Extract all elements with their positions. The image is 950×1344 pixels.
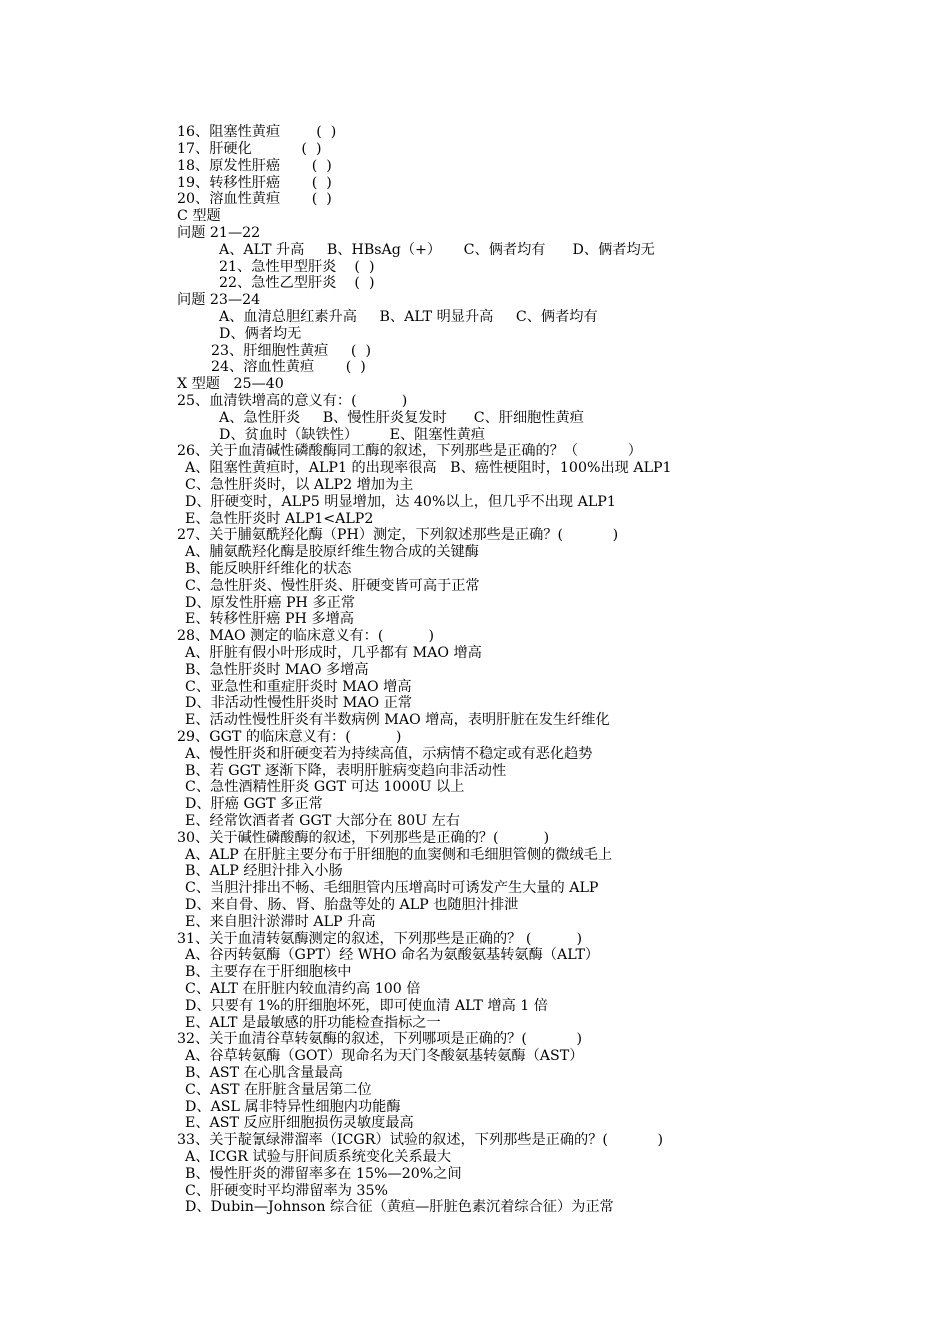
option-line: B、急性肝炎时 MAO 多增高 bbox=[185, 662, 369, 678]
option-line: B、慢性肝炎的滞留率多在 15%—20%之间 bbox=[185, 1166, 462, 1182]
option-line: A、谷草转氨酶（GOT）现命名为天门冬酸氨基转氨酶（AST） bbox=[185, 1048, 584, 1064]
question-30: 30、关于碱性磷酸酶的叙述，下列那些是正确的？( ) bbox=[177, 830, 550, 846]
question-24: 24、溶血性黄疸 ( ) bbox=[211, 359, 366, 375]
option-line: A、ALP 在肝脏主要分布于肝细胞的血窦侧和毛细胆管侧的微绒毛上 bbox=[185, 847, 613, 863]
option-line: B、若 GGT 逐渐下降，表明肝脏病变趋向非活动性 bbox=[185, 763, 507, 779]
option-line: E、经常饮酒者者 GGT 大部分在 80U 左右 bbox=[185, 813, 460, 829]
question-29: 29、GGT 的临床意义有：( ) bbox=[177, 729, 402, 745]
option-line: E、急性肝炎时 ALP1<ALP2 bbox=[185, 511, 374, 527]
question-18: 18、原发性肝癌 ( ) bbox=[177, 158, 332, 174]
option-line: E、AST 反应肝细胞损伤灵敏度最高 bbox=[185, 1115, 414, 1131]
question-26: 26、关于血清碱性磷酸酶同工酶的叙述，下列那些是正确的？（ ） bbox=[177, 443, 642, 459]
option-line: A、脯氨酰羟化酶是胶原纤维生物合成的关键酶 bbox=[185, 544, 479, 560]
option-line: D、只要有 1%的肝细胞坏死，即可使血清 ALT 增高 1 倍 bbox=[185, 998, 548, 1014]
option-line: D、Dubin—Johnson 综合征（黄疸—肝脏色素沉着综合征）为正常 bbox=[185, 1199, 614, 1215]
question-31: 31、关于血清转氨酶测定的叙述，下列那些是正确的？ ( ) bbox=[177, 931, 583, 947]
option-line: D、原发性肝癌 PH 多正常 bbox=[185, 595, 356, 611]
option-line: A、慢性肝炎和肝硬变若为持续高值，示病情不稳定或有恶化趋势 bbox=[185, 746, 593, 762]
option-line: C、肝硬变时平均滞留率为 35% bbox=[185, 1183, 388, 1199]
option-line: A、血清总胆红素升高 B、ALT 明显升高 C、俩者均有 bbox=[219, 309, 598, 325]
question-27: 27、关于脯氨酰羟化酶（PH）测定，下列叙述那些是正确？( ) bbox=[177, 527, 619, 543]
option-line: A、ALT 升高 B、HBsAg（+） C、俩者均有 D、俩者均无 bbox=[219, 242, 655, 258]
option-line: B、ALP 经胆汁排入小肠 bbox=[185, 863, 343, 879]
option-line: E、活动性慢性肝炎有半数病例 MAO 增高，表明肝脏在发生纤维化 bbox=[185, 712, 610, 728]
question-19: 19、转移性肝癌 ( ) bbox=[177, 175, 332, 191]
option-line: C、AST 在肝脏含量居第二位 bbox=[185, 1082, 372, 1098]
option-line: A、阻塞性黄疸时，ALP1 的出现率很高 B、癌性梗阻时，100%出现 ALP1 bbox=[185, 460, 672, 476]
question-20: 20、溶血性黄疸 ( ) bbox=[177, 191, 332, 207]
option-line: B、能反映肝纤维化的状态 bbox=[185, 561, 352, 577]
option-line: D、ASL 属非特异性细胞内功能酶 bbox=[185, 1099, 401, 1115]
option-line: C、急性肝炎、慢性肝炎、肝硬变皆可高于正常 bbox=[185, 578, 480, 594]
question-32: 32、关于血清谷草转氨酶的叙述，下列哪项是正确的？( ) bbox=[177, 1031, 583, 1047]
option-line: C、急性肝炎时，以 ALP2 增加为主 bbox=[185, 477, 414, 493]
option-line: D、肝硬变时，ALP5 明显增加，达 40%以上，但几乎不出现 ALP1 bbox=[185, 494, 616, 510]
option-line: E、转移性肝癌 PH 多增高 bbox=[185, 611, 354, 627]
question-group-heading: 问题 21—22 bbox=[177, 225, 261, 241]
question-23: 23、肝细胞性黄疸 ( ) bbox=[211, 343, 372, 359]
question-33: 33、关于靛氰绿滞溜率（ICGR）试验的叙述，下列那些是正确的？( ) bbox=[177, 1132, 664, 1148]
option-line: D、贫血时（缺铁性） E、阻塞性黄疸 bbox=[219, 427, 486, 443]
option-line: C、亚急性和重症肝炎时 MAO 增高 bbox=[185, 679, 412, 695]
option-line: A、谷丙转氨酶（GPT）经 WHO 命名为氨酸氨基转氨酶（ALT） bbox=[185, 947, 600, 963]
option-line: D、俩者均无 bbox=[219, 326, 302, 342]
question-17: 17、肝硬化 ( ) bbox=[177, 141, 322, 157]
section-heading-c: C 型题 bbox=[177, 208, 221, 224]
option-line: B、AST 在心肌含量最高 bbox=[185, 1065, 343, 1081]
option-line: D、肝癌 GGT 多正常 bbox=[185, 796, 323, 812]
option-line: D、来自骨、肠、肾、胎盘等处的 ALP 也随胆汁排泄 bbox=[185, 897, 519, 913]
section-heading-x: X 型题 25—40 bbox=[177, 376, 284, 392]
question-16: 16、阻塞性黄疸 ( ) bbox=[177, 124, 337, 140]
option-line: C、ALT 在肝脏内较血清约高 100 倍 bbox=[185, 981, 421, 997]
option-line: B、主要存在于肝细胞核中 bbox=[185, 964, 352, 980]
question-group-heading: 问题 23—24 bbox=[177, 292, 261, 308]
option-line: A、ICGR 试验与肝间质系统变化关系最大 bbox=[185, 1149, 452, 1165]
option-line: E、来自胆汁淤滞时 ALP 升高 bbox=[185, 914, 376, 930]
question-21: 21、急性甲型肝炎 ( ) bbox=[219, 259, 375, 275]
question-22: 22、急性乙型肝炎 ( ) bbox=[219, 275, 375, 291]
option-line: A、肝脏有假小叶形成时，几乎都有 MAO 增高 bbox=[185, 645, 482, 661]
option-line: A、急性肝炎 B、慢性肝炎复发时 C、肝细胞性黄疸 bbox=[219, 410, 584, 426]
option-line: E、ALT 是最敏感的肝功能检查指标之一 bbox=[185, 1015, 441, 1031]
question-25: 25、血清铁增高的意义有：( ) bbox=[177, 393, 408, 409]
option-line: C、当胆汁排出不畅、毛细胆管内压增高时可诱发产生大量的 ALP bbox=[185, 880, 599, 896]
option-line: C、急性酒精性肝炎 GGT 可达 1000U 以上 bbox=[185, 779, 465, 795]
option-line: D、非活动性慢性肝炎时 MAO 正常 bbox=[185, 695, 413, 711]
question-28: 28、MAO 测定的临床意义有：( ) bbox=[177, 628, 435, 644]
